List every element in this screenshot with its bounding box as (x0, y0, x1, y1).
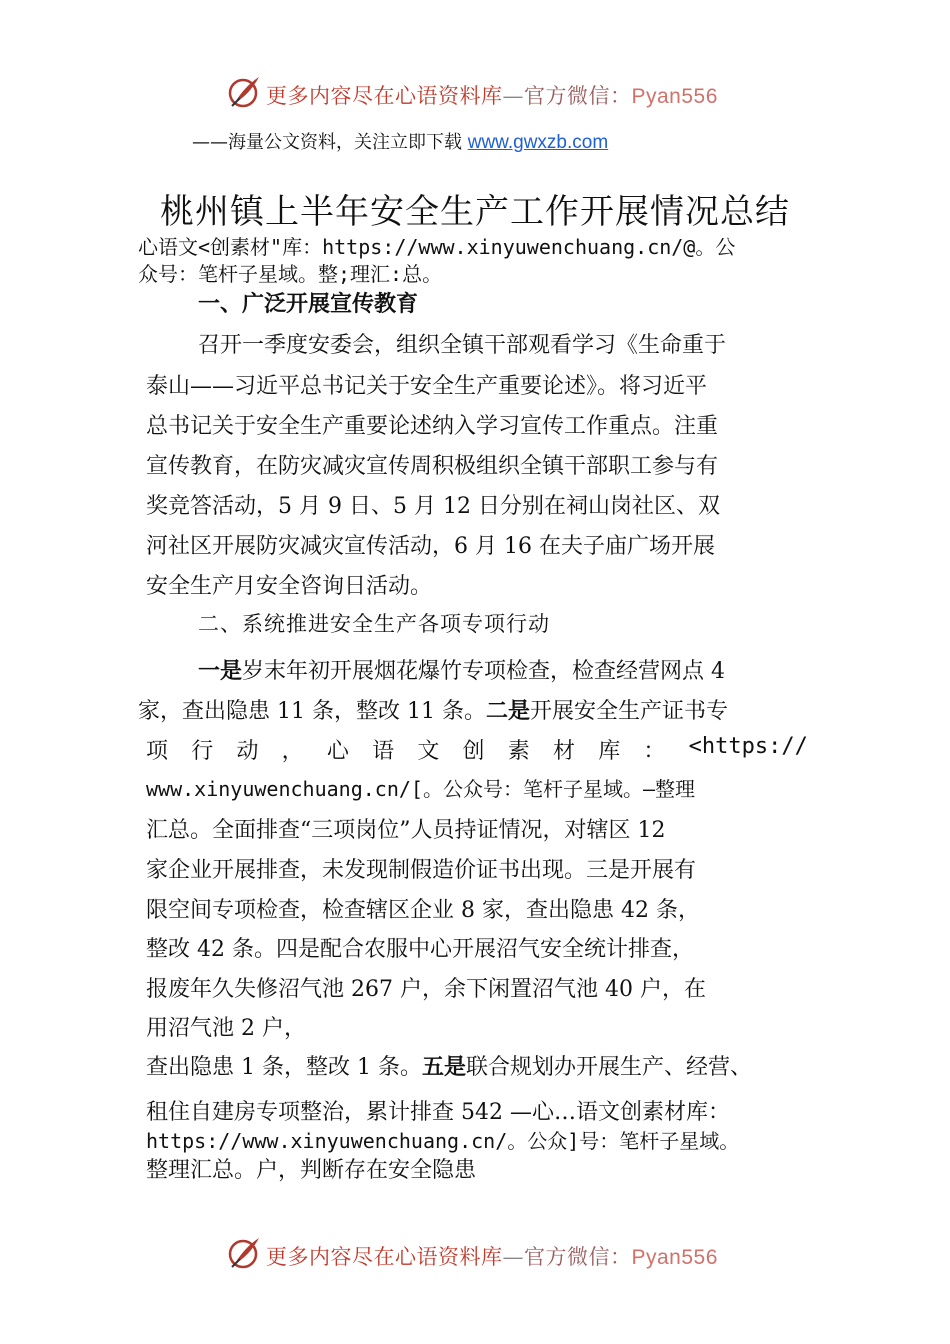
text-span: 岁末年初开展烟花爆竹专项检查，检查经营网点 4 (242, 659, 726, 684)
emphasis: 二是 (485, 698, 530, 724)
text-line: 用沼气池 2 户， (146, 1016, 306, 1041)
text-line-justified (146, 734, 808, 765)
emphasis: 一是 (198, 658, 243, 684)
text-span: 素 (507, 739, 530, 764)
text-line: 总书记关于安全生产重要论述纳入学习宣传工作重点。注重 (146, 414, 719, 439)
subline (192, 128, 608, 154)
text-line: 整改 42 条。四是配合农服中心开展沼气安全统计排查， (146, 937, 694, 962)
banner-brand: 更多内容尽在心语资料库 (266, 1245, 503, 1269)
feather-pen-icon (226, 1235, 262, 1271)
text-span: 动 (236, 739, 259, 764)
section-heading-2: 二、系统推进安全生产各项专项行动 (198, 612, 550, 636)
text-span: 材 (552, 739, 575, 764)
banner-text (266, 1241, 718, 1271)
text-span: 行 (191, 739, 214, 764)
text-span: 文 (417, 739, 440, 764)
banner-dash: — (502, 1245, 524, 1269)
text-span: 项 (146, 739, 169, 764)
text-span: ， (281, 739, 304, 764)
text-line (146, 1050, 752, 1081)
text-line: 奖竞答活动，5 月 9 日、5 月 12 日分别在祠山岗社区、双 (146, 494, 720, 519)
text-span: 创 (462, 739, 485, 764)
text-line (198, 654, 725, 685)
banner-dash: — (502, 84, 524, 108)
text-span: ： (643, 739, 666, 764)
text-line: 安全生产月安全咨询日活动。 (146, 574, 433, 599)
section-heading-1: 一、广泛开展宣传教育 (198, 292, 419, 317)
text-line: 家企业开展排查，未发现制假造价证书出现。三是开展有 (146, 858, 697, 883)
text-line: 租住自建房专项整治，累计排查 542 —心…语文创素材库： (146, 1100, 730, 1125)
banner-weixin-label: 官方微信： (524, 1245, 632, 1269)
banner-text (266, 80, 718, 110)
footer-banner (0, 1233, 950, 1273)
page-title: 桃州镇上半年安全生产工作开展情况总结 (160, 192, 790, 232)
text-line: 河社区开展防灾减灾宣传活动，6 月 16 在夫子庙广场开展 (146, 534, 715, 559)
banner-brand: 更多内容尽在心语资料库 (266, 84, 503, 108)
text-span: 开展安全生产证书专 (529, 699, 728, 724)
banner-weixin-label: 官方微信： (524, 84, 632, 108)
banner-weixin-id: Pyan556 (631, 85, 718, 108)
text-line: 召开一季度安委会，组织全镇干部观看学习《生命重于 (198, 333, 727, 358)
text-span: 家，查出隐患 11 条，整改 11 条。 (138, 699, 486, 724)
emphasis: 五是 (421, 1054, 466, 1080)
banner-weixin-id: Pyan556 (631, 1246, 718, 1269)
text-line: 宣传教育，在防灾减灾宣传周积极组织全镇干部职工参与有 (146, 454, 719, 479)
text-line: 众号：笔杆子星域。整;理汇:总。 (138, 262, 443, 286)
text-line (138, 694, 728, 725)
text-span: <https:// (688, 734, 808, 759)
text-line: 汇总。全面排查“三项岗位”人员持证情况，对辖区 12 (146, 818, 666, 843)
text-line: 报废年久失修沼气池 267 户，余下闲置沼气池 40 户，在 (146, 977, 706, 1002)
text-line: 泰山——习近平总书记关于安全生产重要论述》。将习近平 (146, 374, 708, 399)
text-line: www.xinyuwenchuang.cn/[。公众号：笔杆子星域。—整理 (146, 777, 695, 801)
text-line: 整理汇总。户，判断存在安全隐患 (146, 1158, 477, 1183)
text-span: 语 (372, 739, 395, 764)
feather-pen-icon (226, 74, 262, 110)
text-span: 查出隐患 1 条，整改 1 条。 (146, 1055, 422, 1080)
text-line: https://www.xinyuwenchuang.cn/。公众]号：笔杆子星域。 (146, 1129, 740, 1153)
text-line: 心语文<创素材"库：https://www.xinyuwenchuang.cn/@。公 (138, 235, 736, 259)
subline-prefix: ——海量公文资料，关注立即下载 (192, 132, 468, 153)
text-span: 联合规划办开展生产、经营、 (465, 1055, 752, 1080)
header-banner (0, 72, 950, 112)
download-link[interactable]: www.gwxzb.com (467, 132, 609, 153)
text-span: 库 (598, 739, 621, 764)
text-line: 限空间专项检查，检查辖区企业 8 家，查出隐患 42 条， (146, 898, 700, 923)
text-span: 心 (326, 739, 349, 764)
